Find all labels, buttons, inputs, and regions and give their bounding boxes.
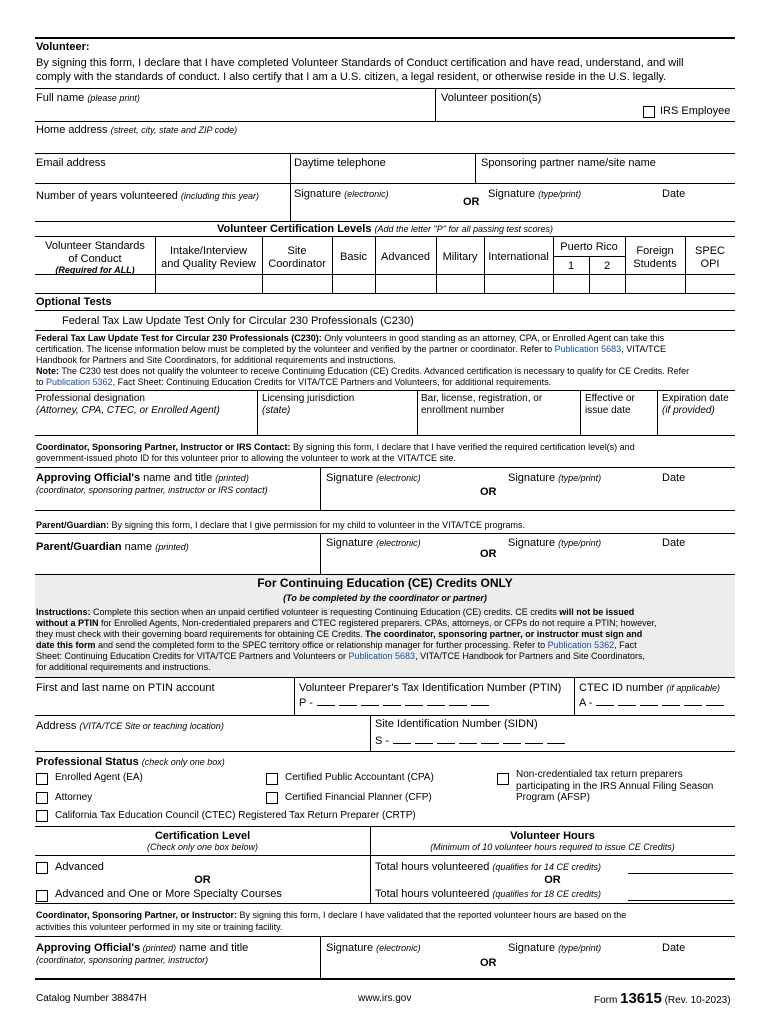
final-approving-official-label: Approving Official's (printed) name and title: [36, 942, 249, 954]
final-date-label: Date: [662, 942, 686, 954]
ce-instructions-line2: without a PTIN for Enrolled Agents, Non-credentialed preparers and CTEC registered preparers. CPAs, attorneys, or CFPs do not require a PTIN; however,: [36, 618, 657, 628]
advanced-checkbox[interactable]: [36, 862, 48, 874]
col-site-coordinator-header: Site Coordinator: [268, 245, 326, 270]
coordinator-or-label: OR: [480, 486, 497, 498]
hours-18-label: Total hours volunteered (qualifies for 18 CE credits): [375, 888, 601, 900]
effective-date-label: Effective or issue date: [585, 393, 635, 416]
noncredentialed-label: Non-credentialed tax return preparers participating in the IRS Annual Filing Season Program (AFSP): [516, 769, 714, 803]
volunteer-date-label: Date: [662, 188, 686, 200]
final-or-label: OR: [480, 957, 497, 969]
parent-signature-type-label: Signature (type/print): [508, 537, 602, 549]
advanced-specialty-checkbox[interactable]: [36, 890, 48, 902]
col-basic-header: Basic: [340, 251, 367, 263]
cert-level-or-label: OR: [194, 874, 211, 886]
cert-levels-title: Volunteer Certification Levels (Add the letter "P" for all passing test scores): [217, 223, 553, 235]
ce-address-label: Address (VITA/TCE Site or teaching location): [36, 720, 224, 732]
professional-designation-label: Professional designation (Attorney, CPA, CTEC, or Enrolled Agent): [36, 393, 220, 416]
licensing-jurisdiction-label: Licensing jurisdiction (state): [262, 393, 355, 416]
advanced-specialty-label: Advanced and One or More Specialty Courses: [55, 888, 282, 900]
ctec-id-label: CTEC ID number (if applicable): [579, 682, 720, 694]
coordinator-approving-official-label: Approving Official's name and title (printed): [36, 472, 249, 484]
col-advanced-header: Advanced: [381, 251, 430, 263]
hours-or-label: OR: [544, 874, 561, 886]
col-foreign-header: Foreign Students: [633, 245, 677, 270]
professional-status-label: Professional Status (check only one box): [36, 756, 225, 768]
coordinator-declaration-line2: government-issued photo ID for this volunteer prior to allowing the volunteer to work at the VITA/TCE site.: [36, 453, 457, 463]
hours-14-label: Total hours volunteered (qualifies for 14 CE credits): [375, 861, 601, 873]
publication-5683-link[interactable]: Publication 5683: [554, 344, 622, 354]
coordinator-date-label: Date: [662, 472, 686, 484]
c230-note-line1: Note: The C230 test does not qualify the volunteer to receive Continuing Education (CE) Credits. Advanced certification is necessary to qualify for CE Credits. Refer: [36, 366, 690, 376]
sidn-label: Site Identification Number (SIDN): [375, 718, 538, 730]
ce-instructions-line4: date this form and send the completed form to the SPEC territory office or relationship manager for further processing. Refer to Publication 5362, Fact: [36, 640, 637, 650]
ptin-field[interactable]: P -: [299, 697, 489, 710]
parent-or-label: OR: [480, 548, 497, 560]
attorney-label: Attorney: [55, 792, 93, 803]
final-signature-electronic-label: Signature (electronic): [326, 942, 421, 954]
volunteer-declaration-line1: By signing this form, I declare that I have completed Volunteer Standards of Conduct certification and have read, understand, and will: [36, 57, 684, 69]
crtp-checkbox[interactable]: [36, 810, 48, 822]
volunteer-hours-label: Volunteer Hours: [510, 830, 595, 842]
final-approving-sub: (coordinator, sponsoring partner, instructor): [36, 955, 209, 965]
sponsoring-partner-label: Sponsoring partner name/site name: [481, 157, 656, 169]
parent-date-label: Date: [662, 537, 686, 549]
col-pr-2-header: 2: [603, 260, 611, 272]
volunteer-heading: Volunteer:: [36, 41, 90, 53]
full-name-label: Full name (please print): [36, 92, 140, 104]
form-number: Form 13615 (Rev. 10-2023): [594, 990, 731, 1007]
ce-publication-5362-link[interactable]: Publication 5362: [547, 640, 615, 650]
daytime-phone-label: Daytime telephone: [294, 157, 386, 169]
catalog-number: Catalog Number 38847H: [36, 993, 147, 1004]
parent-signature-electronic-label: Signature (electronic): [326, 537, 421, 549]
ce-instructions-line5: Sheet: Continuing Education Credits for VITA/TCE Partners and Volunteers or Publication 5683, VITA/TCE Handbook for Partners and Site Coordinators,: [36, 651, 646, 661]
c230-paragraph-line2: certification. The license information below must be completed by the volunteer and verified by the partner or coordinator. Refer to Publication 5683, VITA/TCE: [36, 344, 667, 354]
ce-instructions-line3: they must check with their governing board requirements for obtaining CE Credits. The coordinator, sponsoring partner, or instructor must sign and: [36, 629, 643, 639]
ea-label: Enrolled Agent (EA): [55, 772, 143, 783]
ce-instructions-line6: for additional requirements and instructions.: [36, 662, 211, 672]
coordinator-signature-type-label: Signature (type/print): [508, 472, 602, 484]
hours-18-field[interactable]: [628, 900, 733, 901]
ctec-id-field[interactable]: A -: [579, 697, 724, 710]
noncredentialed-checkbox[interactable]: [497, 773, 509, 785]
volunteer-signature-electronic-label: Signature (electronic): [294, 188, 389, 200]
volunteer-position-label: Volunteer position(s): [441, 92, 542, 104]
col-puerto-rico-header: Puerto Rico: [560, 241, 618, 253]
cpa-checkbox[interactable]: [266, 773, 278, 785]
coordinator-approving-sub: (coordinator, sponsoring partner, instructor or IRS contact): [36, 485, 268, 495]
c230-paragraph-line1: Federal Tax Law Update Test for Circular 230 Professionals (C230): Only volunteers in good standing as an attorney, CPA, or Enrolled Agent can take this: [36, 333, 665, 343]
coordinator-signature-electronic-label: Signature (electronic): [326, 472, 421, 484]
ce-instructions-line1: Instructions: Complete this section when an unpaid certified volunteer is requesting Continuing Education (CE) credits. CE credits will not be issued: [36, 607, 635, 617]
home-address-label: Home address (street, city, state and ZIP code): [36, 124, 238, 136]
col-spec-header: SPEC OPI: [695, 245, 725, 270]
ptin-label: Volunteer Preparer's Tax Identification Number (PTIN): [299, 682, 562, 694]
attorney-checkbox[interactable]: [36, 792, 48, 804]
ce-title: For Continuing Education (CE) Credits ONLY: [257, 576, 513, 590]
final-coordinator-declaration-line1: Coordinator, Sponsoring Partner, or Instructor: By signing this form, I declare I have validated that the reported volunteer hours are based on the: [36, 910, 627, 920]
volunteer-hours-hint: (Minimum of 10 volunteer hours required to issue CE Credits): [430, 842, 675, 852]
irs-website: www.irs.gov: [358, 993, 412, 1004]
col-intake-header: Intake/Interview and Quality Review: [161, 245, 256, 270]
c230-paragraph-line3: Handbook for Partners and Site Coordinators, for additional requirements and instructions.: [36, 355, 396, 365]
col-pr-1-header: 1: [567, 260, 575, 272]
col-international-header: International: [488, 251, 549, 263]
publication-5362-link[interactable]: Publication 5362: [46, 377, 113, 387]
cfp-checkbox[interactable]: [266, 792, 278, 804]
volunteer-declaration-line2: comply with the standards of conduct. I also certify that I am a U.S. citizen, a legal resident, or otherwise reside in the U.S. legally.: [36, 71, 667, 83]
ptin-name-label: First and last name on PTIN account: [36, 682, 215, 694]
coordinator-declaration-line1: Coordinator, Sponsoring Partner, Instructor or IRS Contact: By signing this form, I declare that I have verified the required certification level(s) and: [36, 442, 635, 452]
irs-employee-checkbox[interactable]: [643, 106, 655, 118]
email-label: Email address: [36, 157, 106, 169]
expiration-date-label: Expiration date (if provided): [662, 393, 729, 416]
ce-subtitle: (To be completed by the coordinator or partner): [283, 593, 487, 603]
c230-note-line2: to Publication 5362, Fact Sheet: Continuing Education Credits for VITA/TCE Partners and Volunteers, for additional requirements.: [36, 377, 552, 387]
optional-tests-heading: Optional Tests: [36, 296, 112, 308]
advanced-label: Advanced: [55, 861, 104, 873]
volunteer-or-label: OR: [463, 196, 480, 208]
final-signature-type-label: Signature (type/print): [508, 942, 602, 954]
volunteer-signature-type-label: Signature (type/print): [488, 188, 582, 200]
final-coordinator-declaration-line2: activities this volunteer performed in my site or training facility.: [36, 922, 283, 932]
parent-declaration: Parent/Guardian: By signing this form, I declare that I give permission for my child to volunteer in the VITA/TCE programs.: [36, 520, 526, 530]
ce-publication-5683-link[interactable]: Publication 5683: [348, 651, 416, 661]
sidn-field[interactable]: S -: [375, 735, 565, 748]
cfp-label: Certified Financial Planner (CFP): [285, 792, 432, 803]
parent-name-label: Parent/Guardian name (printed): [36, 541, 189, 553]
crtp-label: California Tax Education Council (CTEC) Registered Tax Return Preparer (CRTP): [55, 810, 416, 821]
certification-level-hint: (Check only one box below): [146, 842, 259, 852]
col-standards-header: Volunteer Standards of Conduct (Required for ALL): [45, 240, 145, 276]
cpa-label: Certified Public Accountant (CPA): [285, 772, 434, 783]
years-volunteered-label: Number of years volunteered (including this year): [36, 190, 259, 202]
ea-checkbox[interactable]: [36, 773, 48, 785]
bar-license-label: Bar, license, registration, or enrollment number: [421, 393, 543, 416]
col-military-header: Military: [442, 251, 478, 263]
irs-employee-label: IRS Employee: [660, 105, 731, 117]
c230-test-label: Federal Tax Law Update Test Only for Circular 230 Professionals (C230): [62, 315, 414, 327]
certification-level-label: Certification Level: [154, 830, 251, 842]
